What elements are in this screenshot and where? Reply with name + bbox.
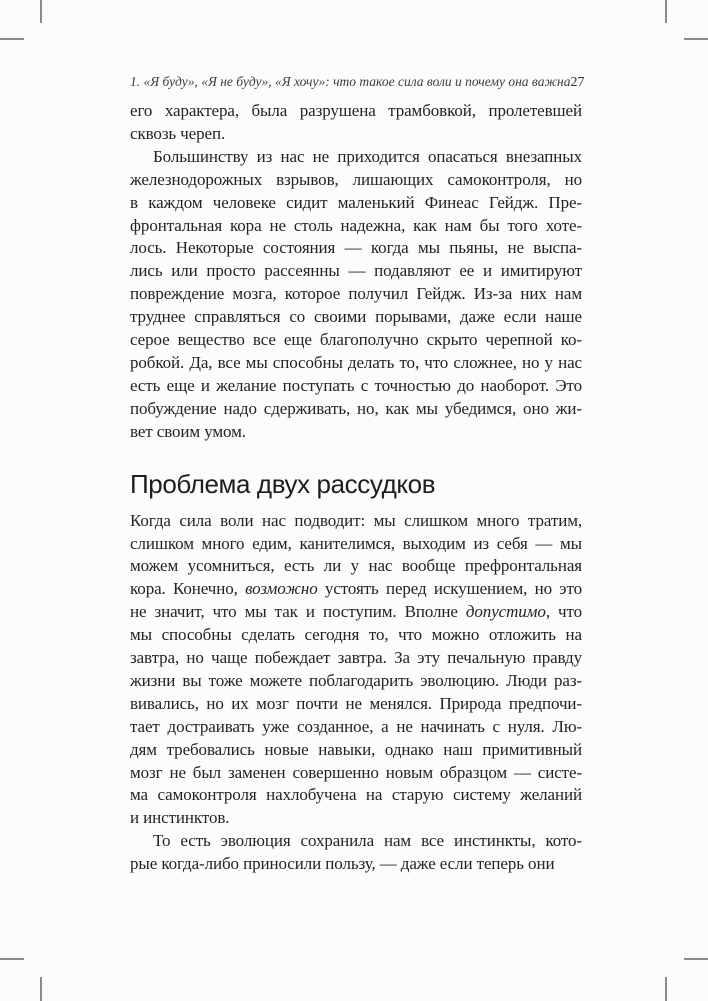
text-line: завтра, но чаще побеждает завтра. За эту печальную правду bbox=[130, 648, 582, 668]
page-number: 27 bbox=[570, 75, 585, 90]
text-line: Большинству из нас не приходится опасаться внезапных bbox=[153, 146, 582, 166]
crop-mark-bottom-right-horizontal bbox=[684, 958, 708, 960]
running-head bbox=[130, 74, 585, 91]
text-line: побуждение надо сдерживать, но, как мы убедимся, оно жи- bbox=[130, 398, 582, 418]
text-line: сквозь череп. bbox=[130, 123, 226, 143]
crop-mark-top-right-vertical bbox=[665, 0, 667, 23]
text-line: кора. Конечно, возможно устоять перед искушением, но это bbox=[130, 579, 582, 599]
text-line: дям требовались новые навыки, однако наш примитивный bbox=[130, 739, 582, 759]
text-line: труднее справляться со своими порывами, даже если наше bbox=[130, 307, 582, 327]
text-line: жизни вы тоже можете поблагодарить эволюцию. Люди раз- bbox=[130, 670, 582, 690]
text-line: есть еще и желание поступать с точностью до наоборот. Это bbox=[130, 375, 582, 395]
text-line: ма самоконтроля нахлобучена на старую систему желаний bbox=[130, 785, 582, 805]
text-line: мозг не был заменен совершенно новым образцом — систе- bbox=[130, 762, 582, 782]
text-line: серое вещество все еще благополучно скрыто черепной ко- bbox=[130, 330, 582, 350]
section-heading: Проблема двух рассудков bbox=[130, 468, 436, 499]
page-body bbox=[130, 100, 582, 876]
text-line: Когда сила воли нас подводит: мы слишком много тратим, bbox=[130, 510, 582, 530]
text-line: и инстинктов. bbox=[130, 808, 230, 828]
text-line: повреждение мозга, которое получил Гейдж. Из-за них нам bbox=[130, 284, 582, 304]
paragraph bbox=[130, 830, 582, 876]
crop-mark-bottom-right-vertical bbox=[665, 977, 667, 1001]
text-line: вивались, но их мозг почти не менялся. Природа предпочи- bbox=[130, 693, 582, 713]
crop-mark-top-right-horizontal bbox=[684, 38, 708, 40]
text-line: тает достраивать уже созданное, а не начинать с нуля. Лю- bbox=[130, 716, 582, 736]
crop-mark-bottom-left-vertical bbox=[40, 977, 42, 1001]
text-line: робкой. Да, все мы способны делать то, что сложнее, но у нас bbox=[130, 352, 582, 372]
text-line: в каждом человеке сидит маленький Финеас Гейдж. Пре- bbox=[130, 192, 582, 212]
text-line: его характера, была разрушена трамбовкой, пролетевшей bbox=[130, 101, 582, 120]
crop-mark-top-left-horizontal bbox=[0, 38, 24, 40]
text-line: слишком много едим, канителимся, выходим из себя — мы bbox=[130, 533, 582, 553]
text-line: То есть эволюция сохранила нам все инстинкты, кото- bbox=[153, 831, 582, 851]
crop-mark-top-left-vertical bbox=[40, 0, 42, 23]
text-line: лось. Некоторые состояния — когда мы пьяны, не выспа- bbox=[130, 238, 582, 258]
text-line: можем усомниться, есть ли у нас вообще префронтальная bbox=[130, 556, 582, 576]
crop-mark-bottom-left-horizontal bbox=[0, 958, 24, 960]
running-head-title: 1. «Я буду», «Я не буду», «Я хочу»: что такое сила воли и почему она важна bbox=[130, 74, 571, 89]
text-line: рые когда-либо приносили пользу, — даже если теперь они bbox=[130, 854, 555, 874]
text-line: лись или просто рассеянны — подавляют ее и имитируют bbox=[130, 261, 582, 281]
text-line: мы способны сделать сегодня то, что можно отложить на bbox=[130, 625, 582, 645]
paragraph bbox=[130, 146, 582, 444]
text-line: не значит, что мы так и поступим. Вполне допустимо, что bbox=[130, 602, 582, 622]
paragraph bbox=[130, 100, 582, 146]
text-line: железнодорожных взрывов, лишающих самоконтроля, но bbox=[130, 169, 582, 189]
text-line: вет своим умом. bbox=[130, 421, 246, 441]
paragraph bbox=[130, 510, 582, 831]
text-line: фронтальная кора не столь надежна, как нам бы того хоте- bbox=[130, 215, 582, 235]
